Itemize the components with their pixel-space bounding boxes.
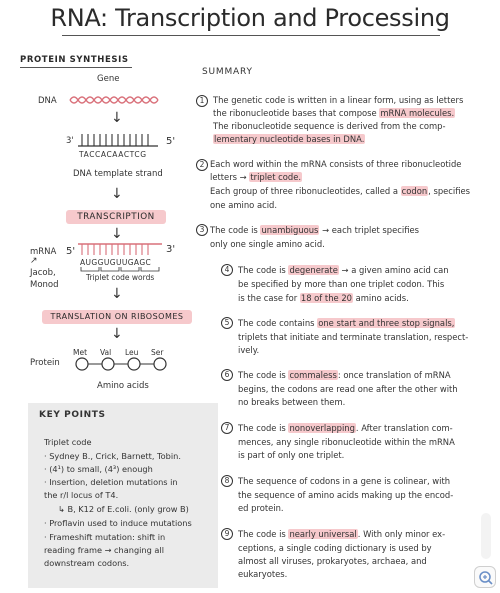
summary-line: the ribonucleotide bases that compose mRNA molecules. — [213, 108, 455, 118]
down-arrow-icon: ↓ — [111, 110, 123, 126]
summary-number: 3 — [196, 224, 208, 236]
down-arrow-icon: ↓ — [111, 286, 123, 302]
mrna-label: mRNA — [30, 247, 57, 257]
summary-number: 9 — [221, 528, 233, 540]
summary-line: lementary nucleotide bases in DNA. — [214, 134, 365, 144]
key-point: · Sydney B., Crick, Barnett, Tobin. — [44, 451, 181, 461]
dna-label: DNA — [38, 96, 57, 106]
summary-line: one amino acid. — [210, 200, 277, 210]
summary-line: The code is nonoverlapping. After translation com- — [238, 423, 453, 433]
summary-line: is the case for 18 of the 20 amino acids. — [238, 293, 409, 303]
summary-line: triplets that initiate and terminate translation, respect- — [238, 332, 469, 342]
down-arrow-icon: ↓ — [111, 226, 123, 242]
summary-line: almost all viruses, prokaryotes, archaea, and — [238, 556, 427, 566]
template-strand-icon — [76, 130, 160, 148]
gene-label: Gene — [97, 74, 120, 84]
discoverers-line-1: Jacob, — [30, 268, 56, 278]
key-point: the r/l locus of T4. — [44, 490, 119, 500]
summary-number: 5 — [221, 317, 233, 329]
summary-line: be specified by more than one triplet codon. This — [238, 279, 445, 289]
title-underline — [62, 35, 440, 36]
summary-line: The code is degenerate → a given amino acid can — [238, 265, 449, 275]
key-point: reading frame → changing all — [44, 545, 164, 555]
strand-3-label: 3' — [66, 136, 74, 146]
triplet-caption: Triplet code words — [86, 273, 155, 282]
summary-line: letters → triplet code. — [210, 172, 302, 182]
summary-line: Each group of three ribonucleotides, called a codon, specifies — [210, 186, 471, 196]
summary-number: 7 — [221, 422, 233, 434]
protein-label: Protein — [30, 358, 60, 368]
summary-line: only one single amino acid. — [210, 239, 325, 249]
summary-number: 8 — [221, 475, 233, 487]
mrna-sequence: AUGGUGUUGAGC — [80, 258, 152, 267]
page-title: RNA: Transcription and Processing — [50, 4, 450, 32]
heading-underline — [20, 67, 132, 68]
key-point: Triplet code — [44, 437, 92, 447]
summary-line: The code contains one start and three stop signals, — [238, 318, 455, 328]
mrna-strand-icon — [76, 242, 164, 258]
summary-line: no breaks between them. — [238, 397, 346, 407]
summary-line: eukaryotes. — [238, 569, 288, 579]
mrna-3-label: 3' — [166, 244, 176, 255]
summary-number: 6 — [221, 369, 233, 381]
key-points-title: KEY POINTS — [39, 410, 106, 420]
summary-line: The code is unambiguous → each triplet specifies — [210, 225, 419, 235]
summary-line: the sequence of amino acids making up the encod- — [238, 490, 454, 500]
key-point: ↳ B, K12 of E.coli. (only grow B) — [58, 504, 189, 514]
summary-line: The code is commaless: once translation of mRNA — [238, 370, 451, 380]
down-arrow-icon: ↓ — [111, 186, 123, 202]
template-caption: DNA template strand — [73, 169, 163, 179]
page-scroll-indicator[interactable] — [481, 513, 491, 559]
summary-number: 2 — [196, 159, 208, 171]
amino-caption: Amino acids — [97, 381, 149, 391]
up-right-arrow-icon: ↗ — [30, 256, 38, 266]
summary-number: 1 — [196, 95, 208, 107]
summary-line: is part of only one triplet. — [238, 450, 345, 460]
summary-number: 4 — [221, 264, 233, 276]
key-point: · Frameshift mutation: shift in — [44, 532, 166, 542]
protein-synthesis-heading: PROTEIN SYNTHESIS — [20, 55, 129, 65]
zoom-icon — [476, 568, 496, 588]
mrna-5-label: 5' — [66, 246, 76, 257]
summary-line: Each word within the mRNA consists of three ribonucleotide — [210, 159, 462, 169]
summary-line: The genetic code is written in a linear form, using as letters — [213, 95, 464, 105]
amino-chain-icon — [74, 356, 170, 372]
summary-line: begins, the codons are read one after the other with — [238, 384, 458, 394]
discoverers-line-2: Monod — [30, 280, 59, 290]
strand-5-label: 5' — [166, 136, 176, 147]
key-point: · Proflavin used to induce mutations — [44, 518, 192, 528]
translation-label: TRANSLATION ON RIBOSOMES — [42, 310, 192, 324]
key-point: · Insertion, deletion mutations in — [44, 477, 178, 487]
amino-name-ser: Ser — [151, 348, 164, 357]
amino-name-met: Met — [73, 348, 88, 357]
summary-line: The ribonucleotide sequence is derived from the comp- — [213, 121, 446, 131]
transcription-label: TRANSCRIPTION — [66, 210, 166, 224]
summary-line: mences, any single ribonucleotide within the mRNA — [238, 437, 455, 447]
amino-name-val: Val — [100, 348, 112, 357]
dna-helix-icon — [68, 92, 160, 108]
template-sequence: TACCACAACTCG — [79, 150, 147, 159]
summary-line: The code is nearly universal. With only minor ex- — [238, 529, 446, 539]
key-point: downstream codons. — [44, 558, 130, 568]
down-arrow-icon: ↓ — [111, 326, 123, 342]
zoom-button[interactable] — [474, 566, 496, 588]
summary-line: ively. — [238, 345, 260, 355]
summary-title: SUMMARY — [202, 67, 253, 77]
summary-line: The sequence of codons in a gene is colinear, with — [238, 476, 451, 486]
summary-line: ceptions, a single coding dictionary is used by — [238, 543, 432, 553]
summary-line: ed protein. — [238, 503, 284, 513]
key-point: · (4¹) to small, (4³) enough — [44, 464, 153, 474]
amino-name-leu: Leu — [125, 348, 139, 357]
